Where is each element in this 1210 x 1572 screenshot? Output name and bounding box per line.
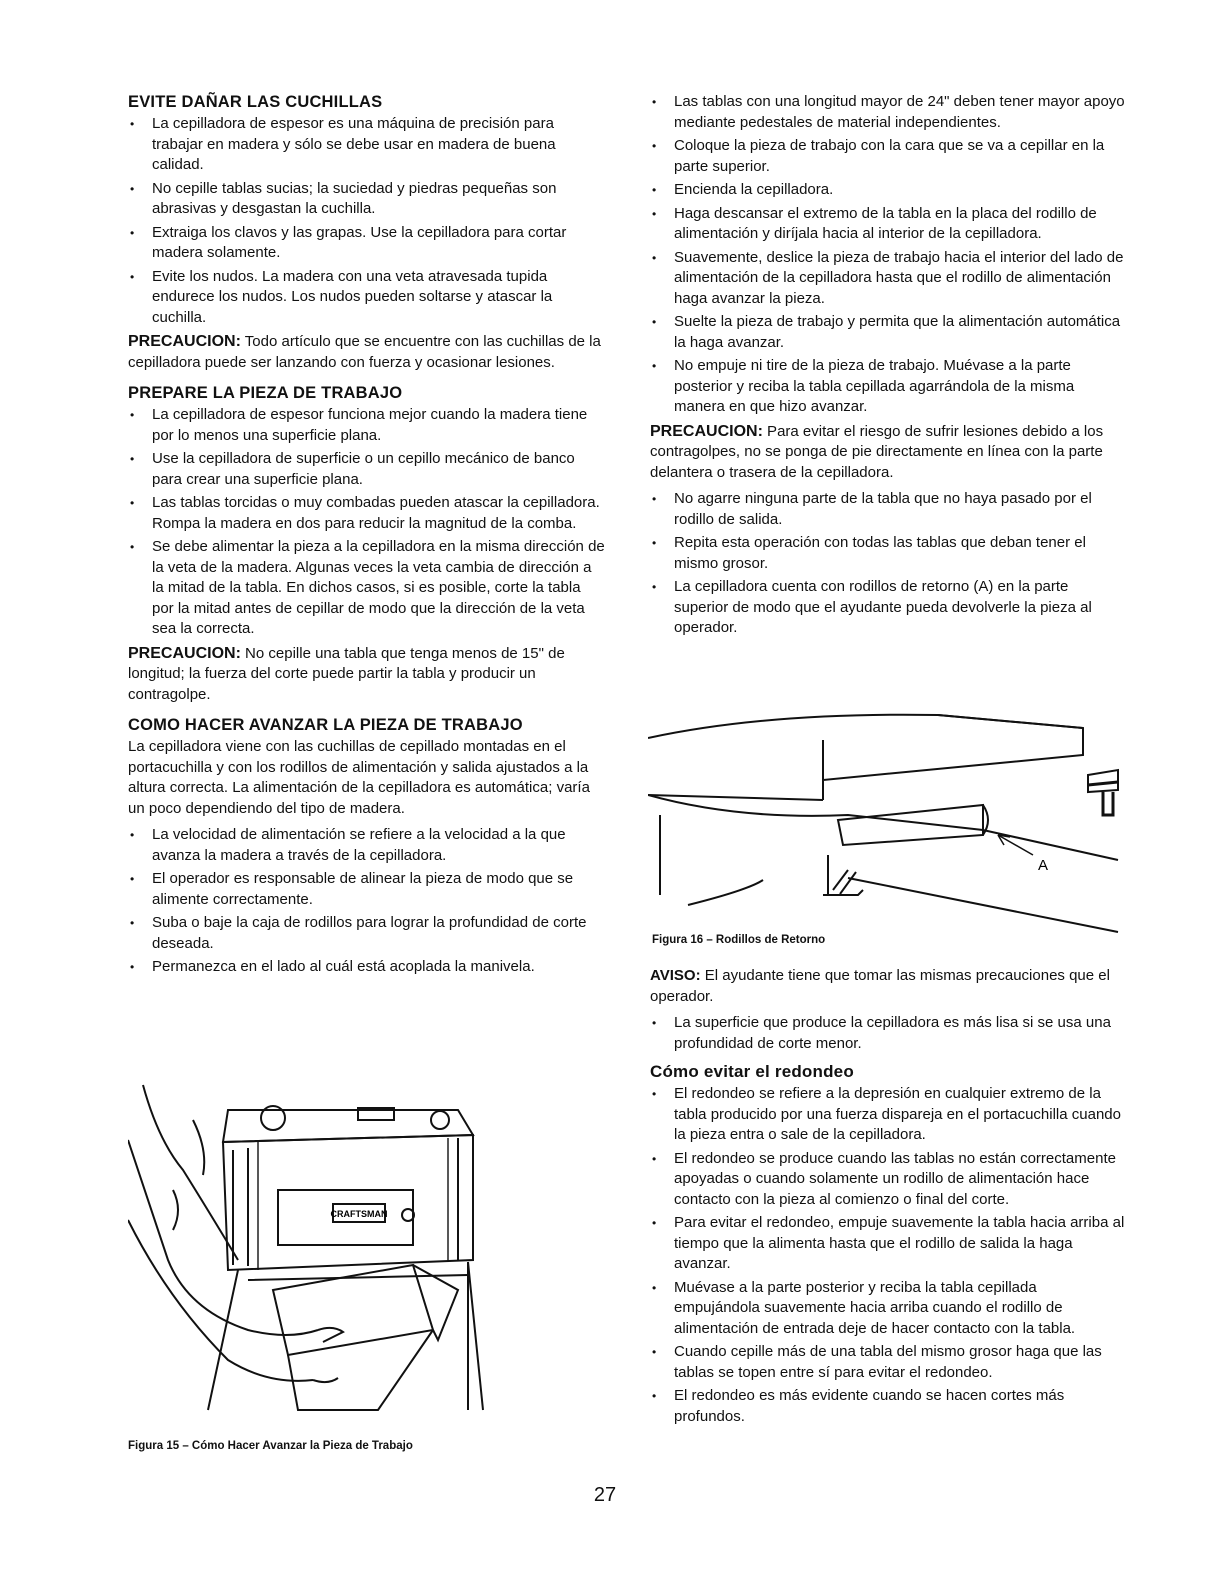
heading-como-hacer-avanzar: COMO HACER AVANZAR LA PIEZA DE TRABAJO [128, 716, 523, 734]
caution-paragraph-1 [128, 332, 606, 373]
brand-logo-text: CRAFTSMAN [330, 1209, 388, 1219]
list-item: • El redondeo se produce cuando las tablas no están correctamente apoyadas o cuando solamente un rodillo de alimentación hace contacto con la pieza al comienzo o final del corte. [650, 1149, 1126, 1211]
top-plate [648, 715, 1083, 800]
list-item: • El operador es responsable de alinear la pieza de modo que se alimente correctamente. [128, 869, 606, 910]
caution-text: Todo artículo que se encuentre con las cuchillas de la cepilladora puede ser lanzando con fuerza y ocasionar lesiones. [128, 333, 601, 371]
right-column [650, 92, 1126, 643]
list-item: • Extraiga los clavos y las grapas. Use la cepilladora para cortar madera solamente. [128, 223, 606, 264]
right-column-lower [650, 966, 1126, 1431]
list-item: • La cepilladora de espesor es una máquina de precisión para trabajar en madera y sólo se debe usar en madera de buena calidad. [128, 114, 606, 176]
figure-15-caption: Figura 15 – Cómo Hacer Avanzar la Pieza de Trabajo [128, 1440, 413, 1452]
caution-paragraph-3 [650, 422, 1126, 484]
list-evite-danar [128, 114, 606, 328]
notice-paragraph [650, 966, 1126, 1007]
list-item: • Se debe alimentar la pieza a la cepilladora en la misma dirección de la veta de la madera. Algunas veces la veta cambia de dirección a la mitad de la tabla. En dichos casos, si es posible, corte la tabla por la mitad antes de cepillar de modo que la dirección de la veta sea la correcta. [128, 537, 606, 640]
caution-label: PRECAUCION: [128, 333, 241, 350]
caution-text: No cepille una tabla que tenga menos de 15" de longitud; la fuerza del corte puede partir la tabla y producir un contragolpe. [128, 644, 565, 703]
list-item: • Haga descansar el extremo de la tabla en la placa del rodillo de alimentación y diríjala hacia al interior de la cepilladora. [650, 204, 1126, 245]
list-item: • No agarre ninguna parte de la tabla que no haya pasado por el rodillo de salida. [650, 489, 1126, 530]
list-item: • Suba o baje la caja de rodillos para lograr la profundidad de corte deseada. [128, 913, 606, 954]
list-item: • Encienda la cepilladora. [650, 180, 1126, 201]
intro-paragraph: La cepilladora viene con las cuchillas de cepillado montadas en el portacuchilla y con los rodillos de alimentación y salida ajustados a la altura correcta. La alimentación de la cepilladora es automática; varía un poco dependiendo del tipo de madera. [128, 738, 590, 817]
list-item: • El redondeo se refiere a la depresión en cualquier extremo de la tabla producido por una fuerza dispareja en el portacuchilla cuando la pieza entra o sale de la cepilladora. [650, 1084, 1126, 1146]
figure-15-planer-illustration [128, 1080, 498, 1425]
list-item: • Coloque la pieza de trabajo con la cara que se va a cepillar en la parte superior. [650, 136, 1126, 177]
list-item: • La cepilladora cuenta con rodillos de retorno (A) en la parte superior de modo que el ayudante pueda devolverle la pieza al operador. [650, 577, 1126, 639]
list-item: • Las tablas con una longitud mayor de 24" deben tener mayor apoyo mediante pedestales de material independientes. [650, 92, 1126, 133]
list-como-hacer-avanzar [128, 825, 606, 978]
caution-label: PRECAUCION: [650, 422, 763, 440]
page-number: 27 [593, 1484, 617, 1506]
caution-paragraph-2 [128, 644, 606, 706]
list-item: • Para evitar el redondeo, empuje suavemente la tabla hacia arriba al tiempo que la alimenta hasta que el rodillo de salida la haga avanzar. [650, 1213, 1126, 1275]
list-after-caution [650, 489, 1126, 639]
list-item: • El redondeo es más evidente cuando se hacen cortes más profundos. [650, 1386, 1126, 1427]
heading-evitar-redondeo: Cómo evitar el redondeo [650, 1062, 854, 1081]
heading-evite-danar: EVITE DAÑAR LAS CUCHILLAS [128, 93, 383, 111]
notice-text: El ayudante tiene que tomar las mismas precauciones que el operador. [650, 967, 1110, 1005]
list-item: • Suavemente, deslice la pieza de trabajo hacia el interior del lado de alimentación de la cepilladora hasta que el rodillo de alimentación haga avanzar la pieza. [650, 248, 1126, 310]
list-item: • La velocidad de alimentación se refiere a la velocidad a la que avanza la madera a través de la cepilladora. [128, 825, 606, 866]
list-item: • No empuje ni tire de la pieza de trabajo. Muévase a la parte posterior y reciba la tabla cepillada agarrándola de la misma manera en que hizo avanzar. [650, 356, 1126, 418]
list-item: • La cepilladora de espesor funciona mejor cuando la madera tiene por lo menos una superficie plana. [128, 405, 606, 446]
list-item: • Permanezca en el lado al cuál está acoplada la manivela. [128, 957, 606, 978]
caution-label: PRECAUCION: [128, 644, 241, 662]
list-item: • Cuando cepille más de una tabla del mismo grosor haga que las tablas se topen entre sí para evitar el redondeo. [650, 1342, 1126, 1383]
heading-prepare-pieza: PREPARE LA PIEZA DE TRABAJO [128, 384, 403, 402]
list-item: • Evite los nudos. La madera con una veta atravesada tupida endurece los nudos. Los nudos pueden soltarse y atascar la cuchilla. [128, 267, 606, 329]
left-column [128, 92, 606, 982]
figure-16-caption: Figura 16 – Rodillos de Retorno [652, 934, 826, 946]
list-smoothness [650, 1013, 1126, 1054]
caution-text: Para evitar el riesgo de sufrir lesiones debido a los contragolpes, no se ponga de pie directamente en línea con la parte delantera o trasera de la cepilladora. [650, 422, 1104, 481]
list-item: • Suelte la pieza de trabajo y permita que la alimentación automática la haga avanzar. [650, 312, 1126, 353]
callout-a: A [1038, 857, 1049, 874]
figure-16-return-rollers [648, 700, 1128, 938]
planer-body [223, 1135, 473, 1270]
list-feeding-steps [650, 92, 1126, 418]
list-item: • Muévase a la parte posterior y reciba la tabla cepillada empujándola suavemente hacia arriba cuando el rodillo de alimentación de entrada deje de hacer contacto con la tabla. [650, 1278, 1126, 1340]
return-rollers-drawing [648, 700, 1128, 938]
list-redondeo [650, 1084, 1126, 1427]
list-item: • La superficie que produce la cepilladora es más lisa si se usa una profundidad de corte menor. [650, 1013, 1126, 1054]
return-roller [838, 805, 983, 845]
list-prepare-pieza [128, 405, 606, 640]
planer-drawing [128, 1080, 498, 1425]
list-item: • No cepille tablas sucias; la suciedad y piedras pequeñas son abrasivas y desgastan la cuchilla. [128, 179, 606, 220]
list-item: • Use la cepilladora de superficie o un cepillo mecánico de banco para crear una superficie plana. [128, 449, 606, 490]
list-item: • Repita esta operación con todas las tablas que deban tener el mismo grosor. [650, 533, 1126, 574]
notice-label: AVISO: [650, 967, 701, 984]
list-item: • Las tablas torcidas o muy combadas pueden atascar la cepilladora. Rompa la madera en dos para reducir la magnitud de la comba. [128, 493, 606, 534]
